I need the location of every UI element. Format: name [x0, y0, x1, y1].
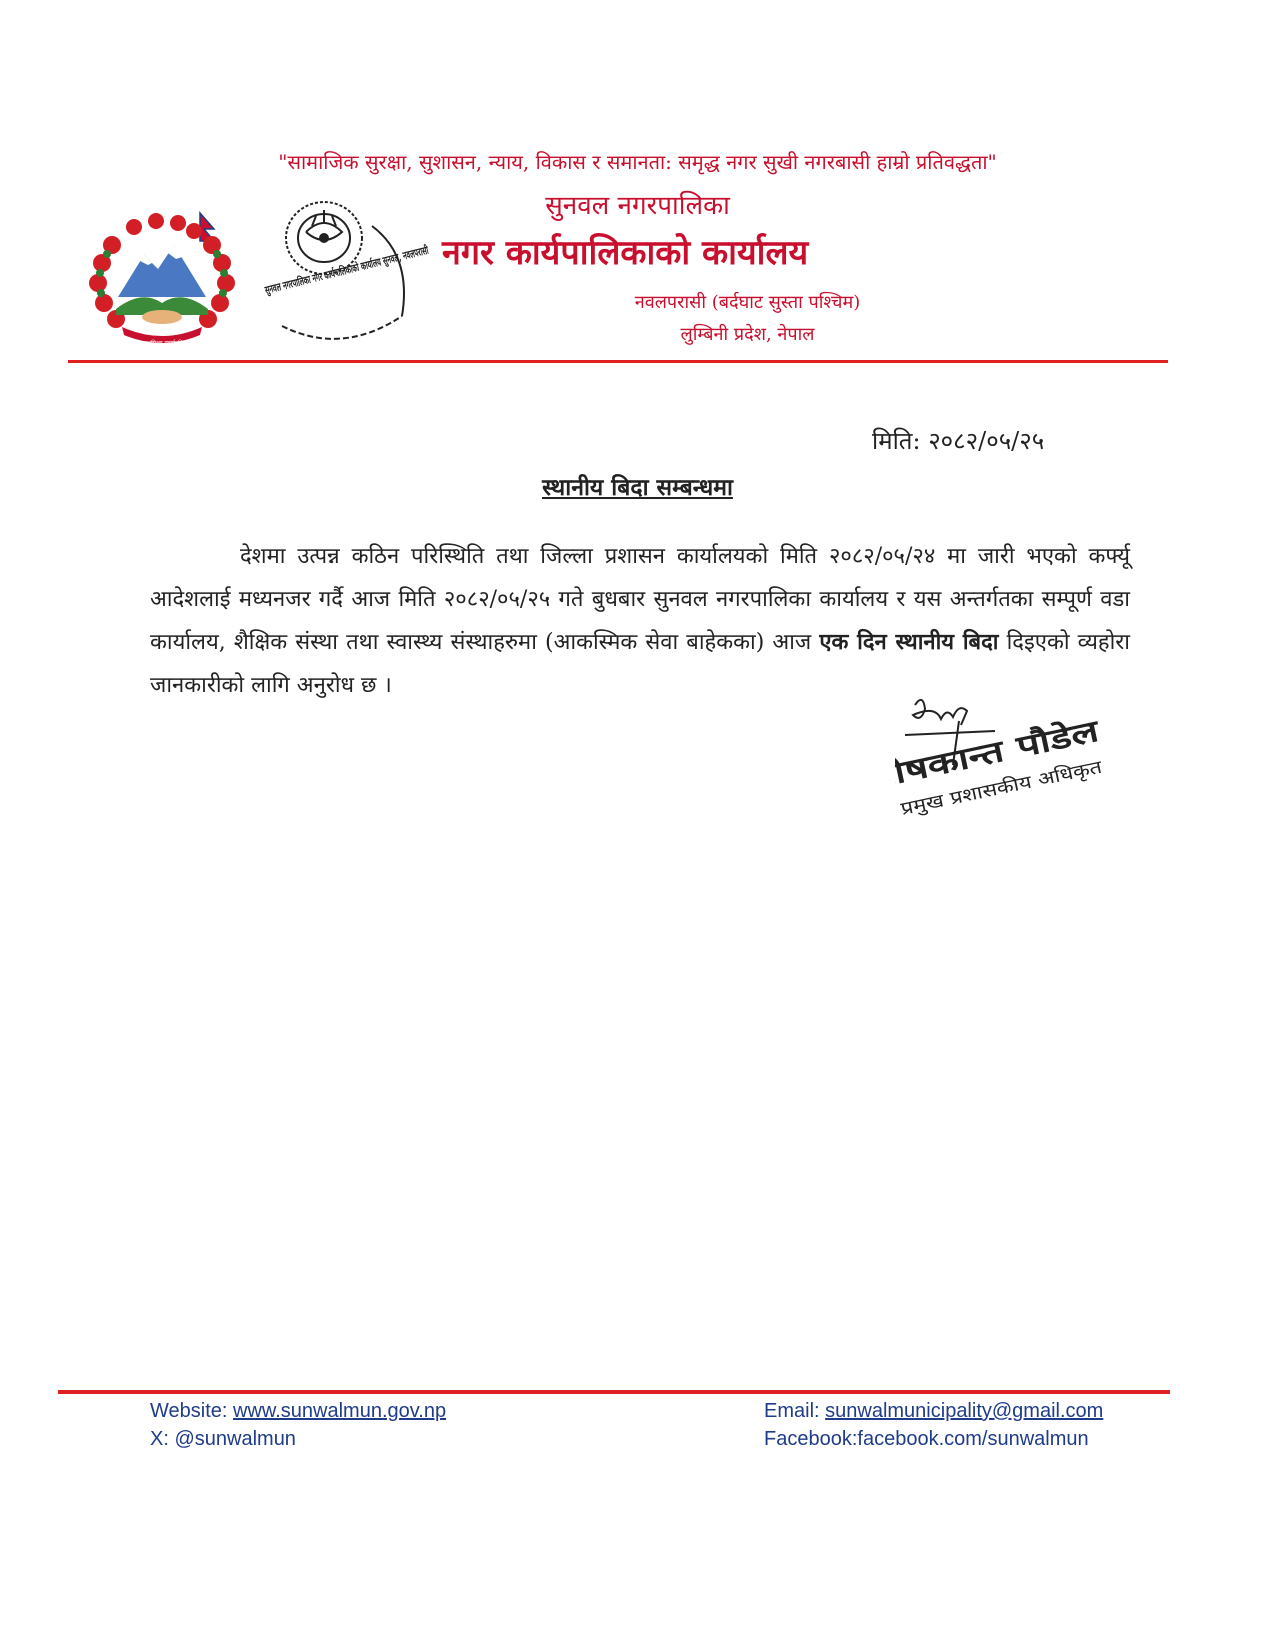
- address-line-1: नवलपरासी (बर्दघाट सुस्ता पश्चिम): [634, 292, 861, 313]
- municipality-name: सुनवल नगरपालिका: [545, 191, 730, 221]
- body-bold: एक दिन स्थानीय बिदा: [819, 629, 999, 655]
- facebook-url: facebook.com/sunwalmun: [857, 1428, 1089, 1450]
- footer-x: [150, 1428, 296, 1451]
- footer-facebook: [764, 1428, 1089, 1451]
- letter-body: [150, 535, 1130, 707]
- footer-website: [150, 1400, 446, 1423]
- municipality-seal-icon: [262, 196, 442, 366]
- emblem-caption: जननी जन्मभूमिश्च स्वर्गादपि गरीयसी: [122, 340, 202, 347]
- letter-date: [872, 424, 1044, 457]
- signature-block: [895, 695, 1155, 870]
- letterhead-motto: "सामाजिक सुरक्षा, सुशासन, न्याय, विकास र समानता: समृद्ध नगर सुखी नगरबासी हाम्रो प्रतिवद्धता": [278, 150, 997, 174]
- signatory-name: शेषकान्त पौडेल: [895, 725, 1045, 795]
- email-link[interactable]: sunwalmunicipality@gmail.com: [825, 1400, 1104, 1422]
- facebook-label: Facebook:: [764, 1428, 858, 1450]
- body-part-2: दिइएको व्यहोरा जानकारीको लागि अनुरोध छ ।: [150, 630, 1130, 698]
- nepal-emblem-icon: [82, 205, 242, 355]
- x-label: X:: [150, 1428, 169, 1450]
- body-part-1: देशमा उत्पन्न कठिन परिस्थिति तथा जिल्ला प्रशासन कार्यालयको मिति २०८२/०५/२४ मा जारी भएको कर्फ्यू आदेशलाई मध्यनजर गर्दै आज मिति २०८२/०५/२५ गते बुधबार सुनवल नगरपालिका कार्यालय र यस अन्तर्गतका सम्पूर्ण वडा कार्यालय, शैक्षिक संस्था तथा स्वास्थ्य संस्थाहरुमा (आकस्मिक सेवा बाहेकका) आज: [150, 544, 1130, 655]
- signatory-title: प्रमुख प्रशासकीय अधिकृत: [898, 764, 1069, 820]
- footer-email: [764, 1400, 1103, 1423]
- date-label: मिति:: [872, 427, 921, 455]
- seal-text: सुनवल नगरपालिका नगर कार्यपालिकाको कार्यालय: [263, 235, 442, 297]
- x-handle: @sunwalmun: [174, 1428, 296, 1450]
- letter-subject: स्थानीय बिदा सम्बन्धमा: [542, 474, 733, 501]
- website-label: Website:: [150, 1400, 228, 1422]
- address-line-2: लुम्बिनी प्रदेश, नेपाल: [680, 324, 815, 345]
- email-label: Email:: [764, 1400, 820, 1422]
- date-value: २०८२/०५/२५: [928, 427, 1045, 455]
- footer-divider: [58, 1390, 1170, 1394]
- website-link[interactable]: www.sunwalmun.gov.np: [233, 1400, 447, 1422]
- office-name: नगर कार्यपालिकाको कार्यालय: [442, 233, 809, 273]
- header-divider: [68, 360, 1168, 363]
